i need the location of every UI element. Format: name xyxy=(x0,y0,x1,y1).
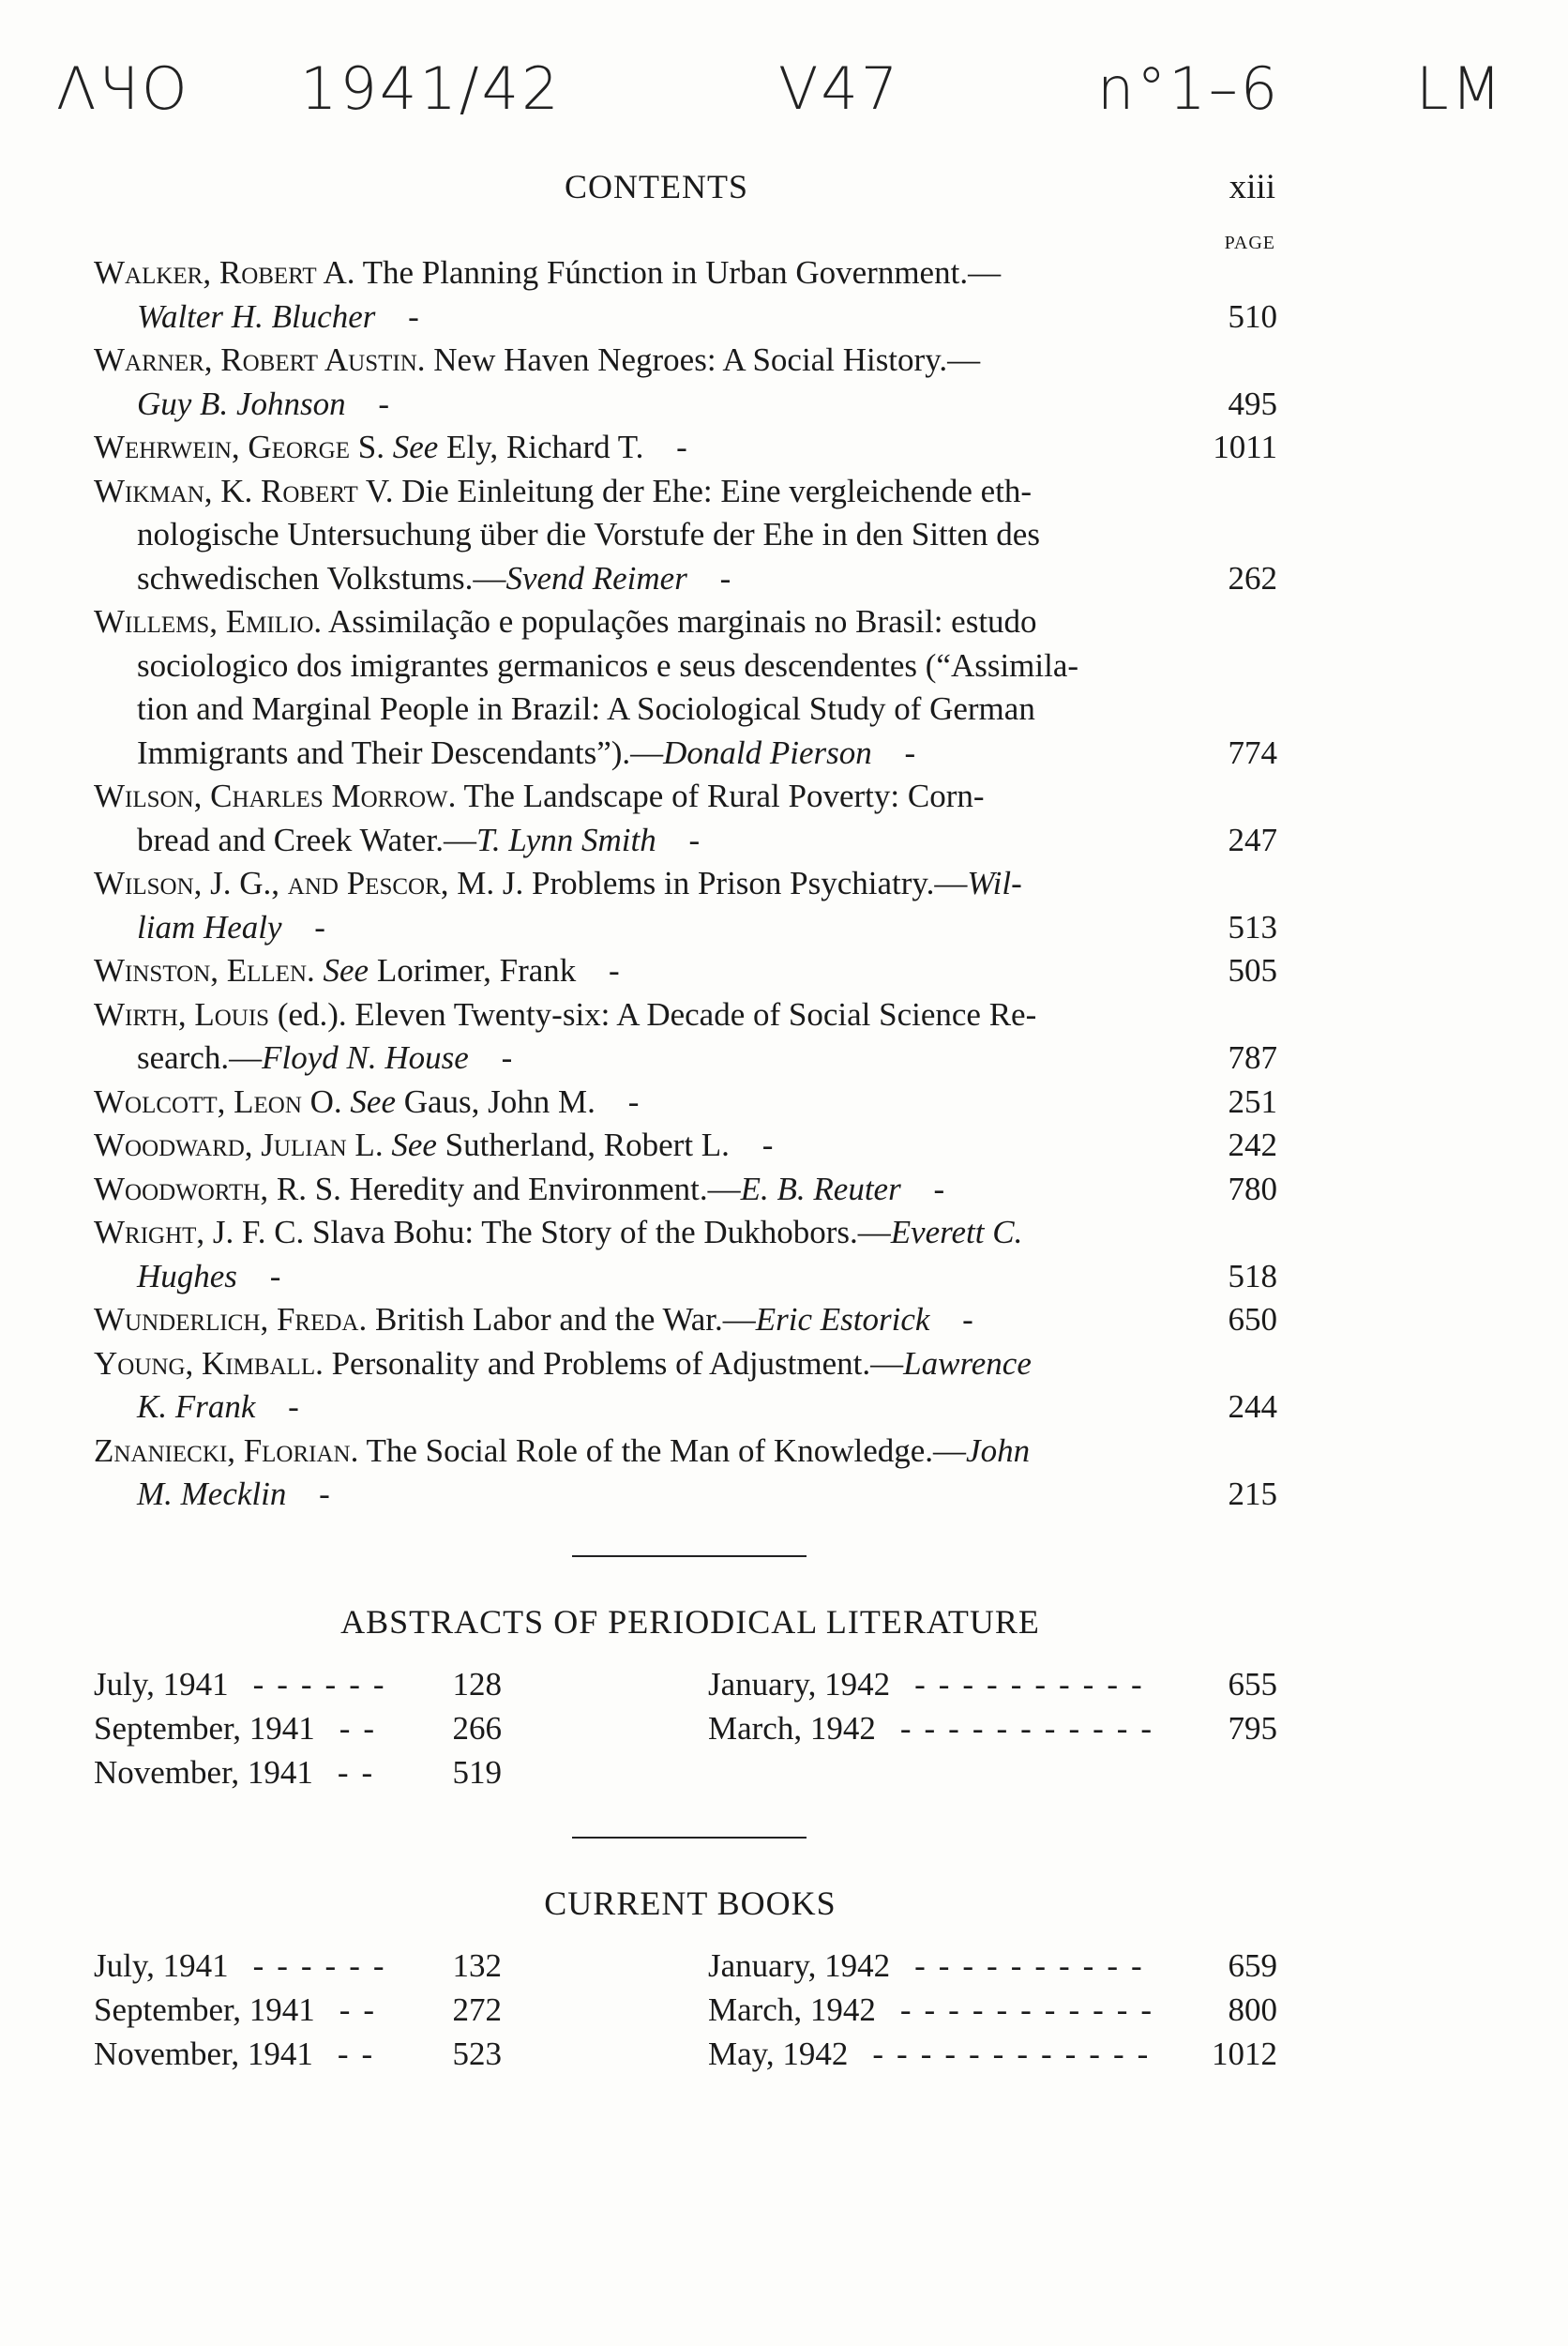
entry-text: Wehrwein, George S. xyxy=(94,429,384,465)
entry-line xyxy=(94,1473,1277,1517)
issue-page-number: 800 xyxy=(1228,1991,1277,2028)
entry-line xyxy=(94,732,1277,776)
entry-line xyxy=(94,383,1277,427)
entry-text: The Social Role of the Man of Knowledge.— xyxy=(358,1431,967,1469)
leader-dash: ----------- xyxy=(899,1710,1166,1747)
entry-line xyxy=(94,644,1277,689)
contents-entry xyxy=(94,426,1277,470)
leader-dash: - xyxy=(479,1039,526,1076)
leader-dash: -- xyxy=(339,1991,388,2028)
contents-entry xyxy=(94,251,1277,339)
entry-text: Winston, Ellen. xyxy=(94,952,315,989)
entry-text: Everett C. xyxy=(890,1214,1023,1250)
issue-label: November, 1941 xyxy=(94,1754,313,1791)
entry-line xyxy=(94,295,1277,340)
page-title: CONTENTS xyxy=(565,168,748,205)
entry-line xyxy=(94,819,1277,863)
entry-page-number: 513 xyxy=(1228,908,1277,946)
handwritten-note-part: n°1–6 xyxy=(1097,54,1281,123)
contents-entry xyxy=(94,1124,1277,1168)
contents-entry xyxy=(94,993,1277,1081)
leader-dash: -- xyxy=(337,2036,386,2072)
leader-dash: ------------ xyxy=(872,2036,1162,2072)
entry-text: Young, Kimball. xyxy=(94,1344,324,1382)
entry-text: Problems in Prison Psychiatry.— xyxy=(523,865,968,901)
leader-dash: - xyxy=(882,734,929,771)
entry-line xyxy=(94,1211,1277,1255)
page-column-label: PAGE xyxy=(1224,233,1275,253)
entry-page-number: 505 xyxy=(1228,952,1277,989)
listing-row xyxy=(94,1754,1277,1798)
issue-page-number: 266 xyxy=(452,1710,502,1747)
entry-text: Hughes xyxy=(137,1257,237,1294)
leader-dash: ------ xyxy=(252,1666,398,1703)
entry-text: Lawrence xyxy=(903,1344,1032,1382)
leader-dash: - xyxy=(587,952,633,989)
listing-row xyxy=(94,1710,1277,1754)
issue-page-number: 132 xyxy=(452,1947,502,1984)
entry-page-number: 650 xyxy=(1228,1301,1277,1338)
entry-text: Wright, J. F. C. xyxy=(94,1214,305,1250)
entry-text: See xyxy=(392,429,439,465)
entry-page-number: 262 xyxy=(1228,559,1277,597)
issue-label: September, 1941 xyxy=(94,1710,315,1747)
entry-line xyxy=(94,775,1277,819)
entry-text: See xyxy=(323,952,369,989)
entry-text: Walter H. Blucher xyxy=(137,297,376,335)
leader-dash: ----------- xyxy=(899,1991,1166,2028)
entry-page-number: 215 xyxy=(1228,1476,1277,1512)
entry-text: Walker, Robert A. xyxy=(94,254,355,291)
listing-row xyxy=(94,1991,1277,2036)
entry-line xyxy=(94,1298,1277,1342)
entry-line xyxy=(94,470,1277,514)
entry-text: See xyxy=(391,1127,437,1163)
entry-text: Eric Estorick xyxy=(755,1301,930,1338)
handwritten-note-part: ΛЧO xyxy=(56,54,190,123)
issue-page-number: 795 xyxy=(1228,1710,1277,1747)
entry-line xyxy=(94,1385,1277,1430)
entry-line xyxy=(94,339,1277,383)
handwritten-note-part: LM xyxy=(1416,54,1505,123)
contents-entry xyxy=(94,862,1277,949)
entry-line xyxy=(94,1342,1277,1386)
entry-text: The Planning Fúnction in Urban Government.— xyxy=(354,254,1002,291)
entry-text: M. Mecklin xyxy=(137,1476,287,1512)
entry-text: Personality and Problems of Adjustment.— xyxy=(323,1344,904,1382)
contents-entry xyxy=(94,470,1277,601)
contents-entry xyxy=(94,1298,1277,1342)
entry-text: Wirth, Louis xyxy=(94,995,270,1033)
entry-line xyxy=(94,1081,1277,1125)
entry-text: Gaus, John M. xyxy=(396,1082,596,1120)
entry-text: John xyxy=(966,1431,1031,1469)
issue-page-number: 519 xyxy=(452,1754,502,1791)
entry-text: Heredity and Environment.— xyxy=(340,1170,741,1207)
current-books-list xyxy=(94,1947,1277,2080)
entry-text: liam Healy xyxy=(137,908,282,946)
entry-text: (ed.). Eleven Twenty-six: A Decade of Social Science Re- xyxy=(269,995,1037,1033)
listing-row xyxy=(94,2036,1277,2080)
entry-text: Wilson, Charles Morrow. xyxy=(94,778,457,814)
entry-page-number: 774 xyxy=(1228,734,1277,771)
entry-text: bread and Creek Water.— xyxy=(137,821,476,858)
section-divider xyxy=(572,1555,807,1557)
contents-entry xyxy=(94,775,1277,862)
entry-text: search.— xyxy=(137,1039,263,1076)
entry-text: sociologico dos imigrantes germanicos e seus descendentes (“Assimila- xyxy=(137,646,1079,684)
contents-list xyxy=(94,251,1277,1517)
entry-line xyxy=(94,1037,1277,1081)
entry-text: See xyxy=(350,1082,396,1120)
entry-page-number: 787 xyxy=(1228,1039,1277,1076)
entry-text: E. B. Reuter xyxy=(740,1170,901,1207)
entry-text: Woodward, Julian L. xyxy=(94,1127,384,1163)
leader-dash: - xyxy=(266,1388,312,1425)
contents-entry xyxy=(94,600,1277,775)
leader-dash: - xyxy=(356,385,403,422)
entry-text: K. Frank xyxy=(137,1388,256,1425)
handwritten-note-part: V47 xyxy=(778,54,901,123)
entry-text: Wil- xyxy=(967,865,1022,901)
issue-page-number: 1012 xyxy=(1212,2036,1277,2072)
issue-label: November, 1941 xyxy=(94,2036,313,2072)
contents-entry xyxy=(94,339,1277,426)
entry-line xyxy=(94,993,1277,1037)
entry-line xyxy=(94,251,1277,295)
contents-entry xyxy=(94,1430,1277,1517)
issue-label: July, 1941 xyxy=(94,1666,229,1703)
leader-dash: - xyxy=(606,1082,653,1120)
leader-dash: - xyxy=(386,297,432,335)
entry-page-number: 510 xyxy=(1228,297,1277,335)
leader-dash: - xyxy=(293,908,339,946)
entry-page-number: 495 xyxy=(1228,385,1277,422)
leader-dash: - xyxy=(698,559,745,597)
leader-dash: - xyxy=(248,1257,294,1294)
entry-text xyxy=(384,429,393,465)
entry-text: Immigrants and Their Descendants”).— xyxy=(137,734,664,771)
entry-line xyxy=(94,688,1277,732)
leader-dash: ---------- xyxy=(914,1947,1155,1984)
entry-text: Guy B. Johnson xyxy=(137,385,346,422)
entry-text: Donald Pierson xyxy=(663,734,872,771)
entry-text: New Haven Negroes: A Social History.— xyxy=(425,341,981,378)
entry-text: Sutherland, Robert L. xyxy=(436,1127,730,1163)
issue-label: January, 1942 xyxy=(708,1947,891,1984)
listing-row xyxy=(94,1666,1277,1710)
entry-line xyxy=(94,600,1277,644)
leader-dash: -- xyxy=(339,1710,388,1747)
entry-text: Die Einleitung der Ehe: Eine vergleichende eth- xyxy=(393,472,1033,509)
entry-text: Floyd N. House xyxy=(262,1039,469,1076)
contents-entry xyxy=(94,1168,1277,1212)
issue-page-number: 128 xyxy=(452,1666,502,1703)
entry-page-number: 518 xyxy=(1228,1257,1277,1294)
issue-page-number: 272 xyxy=(452,1991,502,2028)
abstracts-list xyxy=(94,1666,1277,1798)
entry-text xyxy=(315,952,324,989)
issue-label: January, 1942 xyxy=(708,1666,891,1703)
entry-text: Willems, Emilio. xyxy=(94,603,323,640)
leader-dash: - xyxy=(655,429,701,465)
issue-label: May, 1942 xyxy=(708,2036,849,2072)
issue-label: March, 1942 xyxy=(708,1710,876,1747)
leader-dash: - xyxy=(667,821,714,858)
entry-text: Ely, Richard T. xyxy=(438,429,644,465)
entry-text: Lorimer, Frank xyxy=(369,952,577,989)
entry-text: The Landscape of Rural Poverty: Corn- xyxy=(456,778,985,814)
contents-entry xyxy=(94,1081,1277,1125)
issue-label: March, 1942 xyxy=(708,1991,876,2028)
leader-dash: ------ xyxy=(252,1947,398,1984)
entry-text: T. Lynn Smith xyxy=(475,821,656,858)
entry-line xyxy=(94,1124,1277,1168)
leader-dash: - xyxy=(941,1301,987,1338)
entry-text: Warner, Robert Austin. xyxy=(94,341,426,378)
entry-line xyxy=(94,1168,1277,1212)
entry-text: British Labor and the War.— xyxy=(367,1301,756,1338)
leader-dash: - xyxy=(297,1476,343,1512)
entry-line xyxy=(94,1430,1277,1474)
entry-text: Woodworth, R. S. xyxy=(94,1170,341,1207)
leader-dash: -- xyxy=(337,1754,386,1791)
entry-line xyxy=(94,949,1277,993)
entry-text: schwedischen Volkstums.— xyxy=(137,559,506,597)
entry-text: Wikman, K. Robert V. xyxy=(94,472,394,509)
entry-page-number: 1011 xyxy=(1213,429,1277,465)
entry-text: Znaniecki, Florian. xyxy=(94,1431,359,1469)
entry-text: Slava Bohu: The Story of the Dukhobors.— xyxy=(304,1214,891,1250)
entry-text: nologische Untersuchung über die Vorstufe der Ehe in den Sitten des xyxy=(137,516,1040,552)
entry-text: Svend Reimer xyxy=(505,559,687,597)
issue-page-number: 523 xyxy=(452,2036,502,2072)
section-divider xyxy=(572,1837,807,1839)
entry-text: Wunderlich, Freda. xyxy=(94,1301,368,1338)
issue-page-number: 659 xyxy=(1228,1947,1277,1984)
entry-page-number: 247 xyxy=(1228,821,1277,858)
contents-entry xyxy=(94,949,1277,993)
entry-text: tion and Marginal People in Brazil: A Sociological Study of German xyxy=(137,690,1035,727)
entry-line xyxy=(94,426,1277,470)
current-books-heading: CURRENT BOOKS xyxy=(544,1884,837,1922)
page-numeral: xiii xyxy=(1229,168,1275,206)
entry-page-number: 780 xyxy=(1228,1170,1277,1207)
entry-page-number: 244 xyxy=(1228,1388,1277,1425)
entry-line xyxy=(94,513,1277,557)
entry-line xyxy=(94,1255,1277,1299)
issue-label: September, 1941 xyxy=(94,1991,315,2028)
entry-line xyxy=(94,906,1277,950)
entry-line xyxy=(94,862,1277,906)
entry-page-number: 242 xyxy=(1228,1127,1277,1163)
leader-dash: ---------- xyxy=(914,1666,1155,1703)
entry-page-number: 251 xyxy=(1228,1082,1277,1120)
contents-entry xyxy=(94,1342,1277,1430)
listing-row xyxy=(94,1947,1277,1991)
entry-text: Wilson, J. G., and Pescor, M. J. xyxy=(94,865,524,901)
contents-entry xyxy=(94,1211,1277,1298)
leader-dash: - xyxy=(912,1170,958,1207)
entry-line xyxy=(94,557,1277,601)
issue-label: July, 1941 xyxy=(94,1947,229,1984)
entry-text: Assimilação e populações marginais no Brasil: estudo xyxy=(322,603,1037,640)
abstracts-heading: ABSTRACTS OF PERIODICAL LITERATURE xyxy=(340,1603,1040,1641)
issue-page-number: 655 xyxy=(1228,1666,1277,1703)
entry-text: Wolcott, Leon O. xyxy=(94,1082,342,1120)
handwritten-note-part: 1941/42 xyxy=(300,54,562,123)
leader-dash: - xyxy=(740,1127,787,1163)
